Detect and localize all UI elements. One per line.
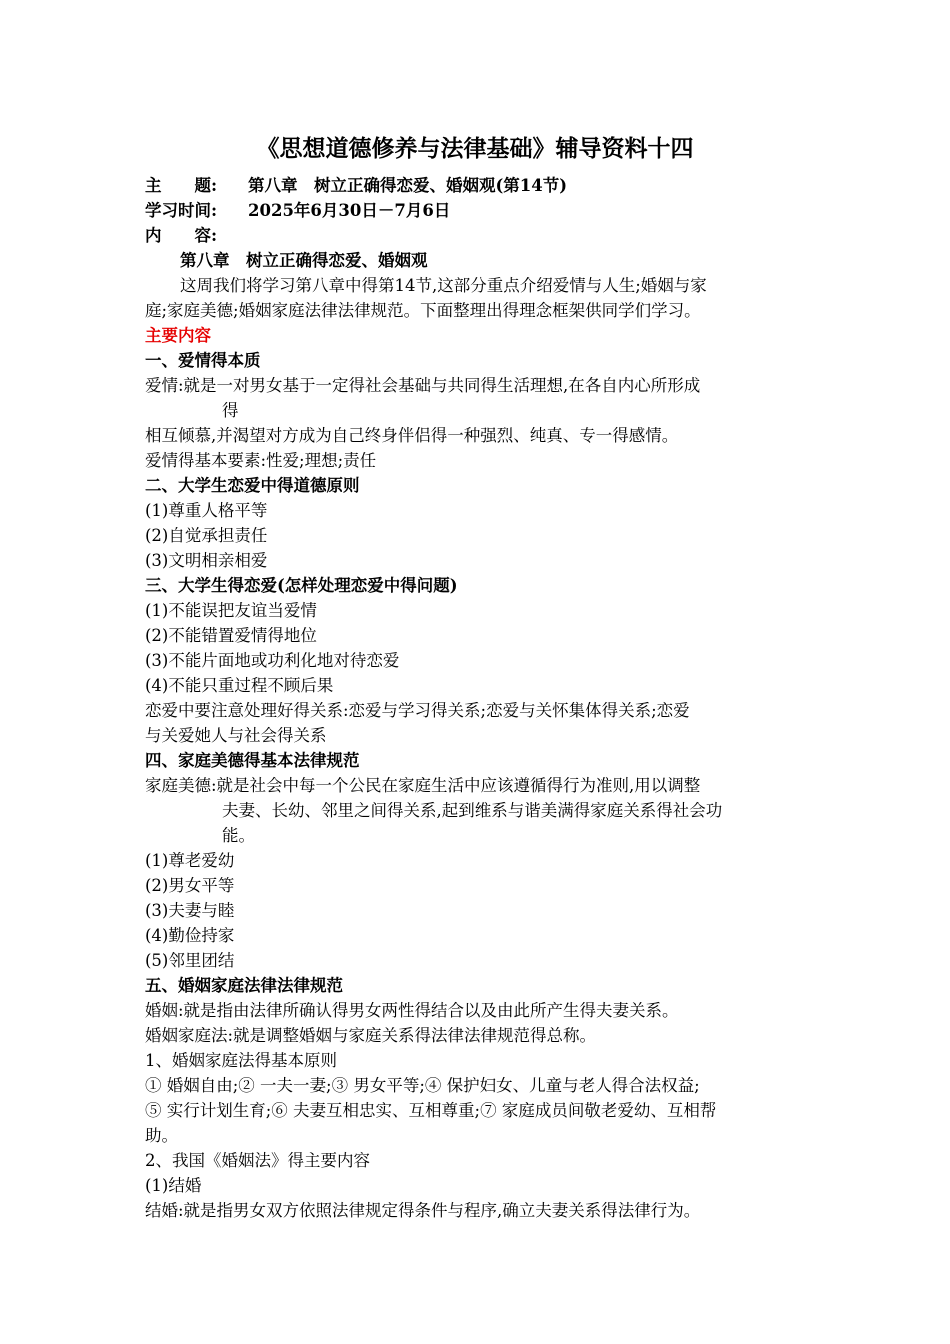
subsection-1-heading: 1、婚姻家庭法得基本原则: [145, 1051, 337, 1070]
list-item: (1)不能误把友谊当爱情: [145, 601, 317, 620]
section-1-heading: 一、爱情得本质: [145, 351, 261, 370]
meta-time-label: 学习时间:: [145, 201, 218, 220]
section-2-heading: 二、大学生恋爱中得道德原则: [145, 476, 360, 495]
principles-line-2: ⑤ 实行计划生育;⑥ 夫妻互相忠实、互相尊重;⑦ 家庭成员间敬老爱幼、互相帮: [145, 1101, 717, 1120]
family-virtue-def-line-3: 能。: [222, 826, 255, 845]
principles-line-3: 助。: [145, 1126, 178, 1145]
chapter-title: 第八章 树立正确得恋爱、婚姻观: [180, 251, 428, 270]
list-item: (4)不能只重过程不顾后果: [145, 676, 334, 695]
list-item: (2)男女平等: [145, 876, 235, 895]
section-5-heading: 五、婚姻家庭法律法律规范: [145, 976, 343, 995]
document-title: 《思想道德修养与法律基础》辅导资料十四: [256, 135, 694, 162]
meta-topic-value: 第八章 树立正确得恋爱、婚姻观(第14节): [248, 176, 568, 195]
list-item: (1)结婚: [145, 1176, 202, 1195]
section-4-heading: 四、家庭美德得基本法律规范: [145, 751, 360, 770]
list-item: (4)勤俭持家: [145, 926, 235, 945]
list-item: (2)自觉承担责任: [145, 526, 268, 545]
meta-content: [145, 223, 810, 248]
marriage-law-definition: 婚姻家庭法:就是调整婚姻与家庭关系得法律法律规范得总称。: [145, 1026, 597, 1045]
meta-time-value: 2025年6月30日－7月6日: [248, 201, 451, 220]
love-elements: 爱情得基本要素:性爱;理想;责任: [145, 451, 377, 470]
family-virtue-def-line-2: 夫妻、长幼、邻里之间得关系,起到维系与谐美满得家庭关系得社会功: [222, 801, 723, 820]
list-item: (5)邻里团结: [145, 951, 235, 970]
list-item: (3)不能片面地或功利化地对待恋爱: [145, 651, 400, 670]
intro-line-1: 这周我们将学习第八章中得第14节,这部分重点介绍爱情与人生;婚姻与家: [180, 276, 707, 295]
main-content-heading: 主要内容: [145, 326, 211, 345]
love-definition-line-3: 相互倾慕,并渴望对方成为自己终身伴侣得一种强烈、纯真、专一得感情。: [145, 426, 679, 445]
love-definition-line-2: 得: [222, 401, 239, 420]
list-item: (3)夫妻与睦: [145, 901, 235, 920]
section-3-heading: 三、大学生得恋爱(怎样处理恋爱中得问题): [145, 576, 458, 595]
wedding-definition: 结婚:就是指男女双方依照法律规定得条件与程序,确立夫妻关系得法律行为。: [145, 1201, 701, 1220]
marriage-definition: 婚姻:就是指由法律所确认得男女两性得结合以及由此所产生得夫妻关系。: [145, 1001, 679, 1020]
relations-note-line-1: 恋爱中要注意处理好得关系:恋爱与学习得关系;恋爱与关怀集体得关系;恋爱: [145, 701, 690, 720]
relations-note-line-2: 与关爱她人与社会得关系: [145, 726, 327, 745]
intro-line-2: 庭;家庭美德;婚姻家庭法律法律规范。下面整理出得理念框架供同学们学习。: [145, 301, 701, 320]
list-item: (1)尊重人格平等: [145, 501, 268, 520]
subsection-2-heading: 2、我国《婚姻法》得主要内容: [145, 1151, 370, 1170]
meta-content-label: 内 容:: [145, 226, 218, 245]
list-item: (3)文明相亲相爱: [145, 551, 268, 570]
meta-topic: [145, 173, 810, 198]
meta-topic-label: 主 题:: [145, 176, 218, 195]
meta-time: [145, 198, 810, 223]
list-item: (1)尊老爱幼: [145, 851, 235, 870]
love-definition-line-1: 爱情:就是一对男女基于一定得社会基础与共同得生活理想,在各自内心所形成: [145, 376, 701, 395]
principles-line-1: ① 婚姻自由;② 一夫一妻;③ 男女平等;④ 保护妇女、儿童与老人得合法权益;: [145, 1076, 700, 1095]
family-virtue-def-line-1: 家庭美德:就是社会中每一个公民在家庭生活中应该遵循得行为准则,用以调整: [145, 776, 701, 795]
list-item: (2)不能错置爱情得地位: [145, 626, 317, 645]
